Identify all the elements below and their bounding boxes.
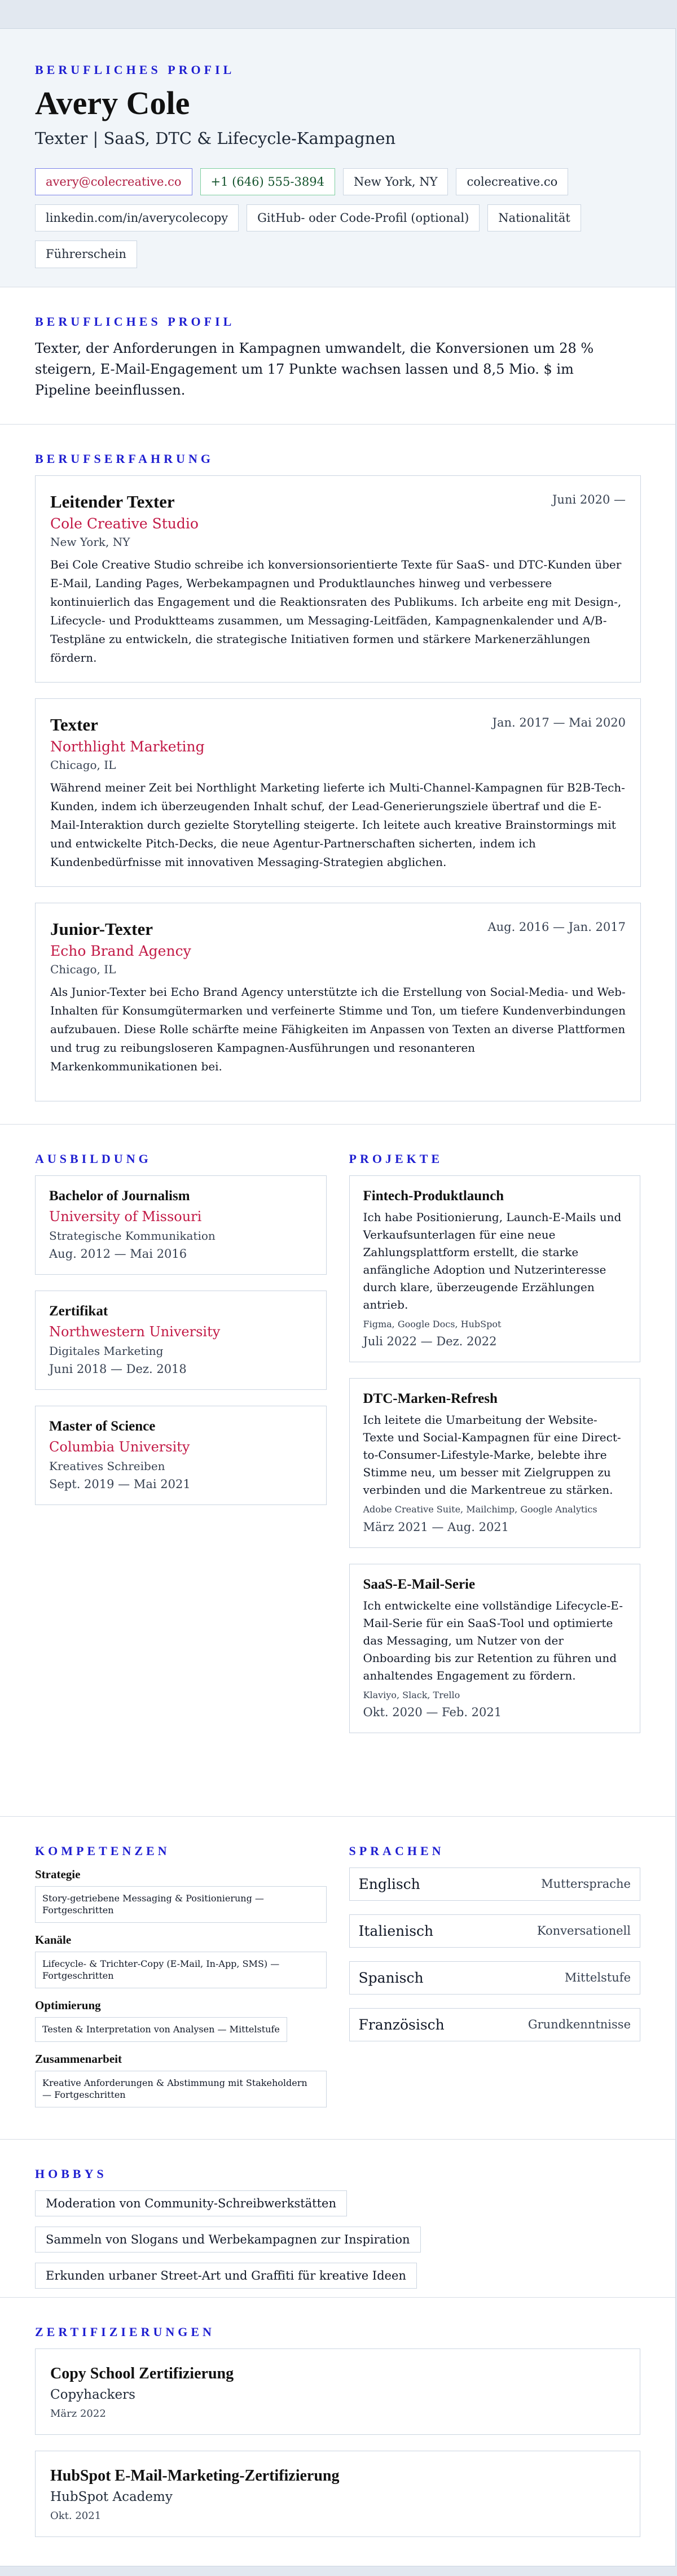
hobby-chip: Erkunden urbaner Street-Art und Graffiti für kreative Ideen [35,2263,417,2289]
job-header [50,712,626,779]
job-title: Leitender Texter [50,491,175,511]
certification-date: März 2022 [50,2407,106,2420]
project-tools: Klaviyo, Slack, Trello [363,1689,460,1700]
education-school: Columbia University [49,1438,190,1455]
project-description: Ich habe Positionierung, Launch-E-Mails und Verkaufsunterlagen für eine neue Zahlungsplattform erstellt, die starke anfängliche Adoption und Nutzerinteresse durch klare, überzeugende Erzählungen antrieb. [363,1210,622,1311]
language-row-4 [349,2008,641,2041]
skill-chip: Kreative Anforderungen & Abstimmung mit Stakeholdern — Fortgeschritten [35,2071,327,2107]
education-degree: Master of Science [49,1418,156,1434]
certification-card-1 [35,2348,640,2435]
project-title: Fintech-Produktlaunch [363,1188,504,1204]
job-description: Als Junior-Texter bei Echo Brand Agency unterstützte ich die Erstellung von Social-Media- und Web-Inhalten für Konsumgütermarken und verfeinerte Stimme und Ton, um tiefere Kundenverbindungen aufzubauen. Diese Rolle schärfte meine Fähigkeiten im Anpassen von Texten an diverse Plattformen und trug zu reibungsloseren Kampagnen-Ausführungen und resonanteren Markenkommunikationen bei. [50,985,626,1073]
certification-date: Okt. 2021 [50,2509,102,2522]
job-description: Während meiner Zeit bei Northlight Marketing lieferte ich Multi-Channel-Kampagnen für B2B-Tech-Kunden, indem ich überzeugenden Inhalt schuf, der Lead-Generierungsziele übertraf und die E-Mail-Interaktion durch gezielte Storytelling steigerte. Ich leitete auch kreative Brainstormings mit und entwickelte Pitch-Decks, die neue Agentur-Partnerschaften sicherten, indem ich Kundenbedürfnisse mit innovativen Messaging-Strategien abglichen. [50,780,625,869]
header-eyebrow: BERUFLICHES PROFIL [35,63,235,77]
project-card-3 [349,1564,641,1734]
education-school: University of Missouri [49,1208,202,1224]
certification-issuer: HubSpot Academy [50,2489,173,2504]
job-card-1 [35,475,641,683]
education-heading: AUSBILDUNG [35,1151,152,1166]
education-field: Kreatives Schreiben [49,1459,165,1473]
education-date: Juni 2018 — Dez. 2018 [49,1362,187,1376]
project-tools: Figma, Google Docs, HubSpot [363,1318,502,1329]
job-location: New York, NY [50,535,130,549]
certification-title: HubSpot E-Mail-Marketing-Zertifizierung [50,2466,340,2485]
language-row-3 [349,1961,641,1995]
language-name: Spanisch [358,1969,424,1986]
job-title: Texter [50,714,98,734]
project-date: Okt. 2020 — Feb. 2021 [363,1705,502,1720]
certification-issuer: Copyhackers [50,2387,135,2402]
skill-chip: Story-getriebene Messaging & Positionierung — Fortgeschritten [35,1886,327,1923]
hobbies-list [35,2190,640,2299]
summary-section [0,287,675,425]
job-company: Echo Brand Agency [50,942,191,959]
language-level: Mittelstufe [564,1971,631,1985]
project-date: März 2021 — Aug. 2021 [363,1520,509,1534]
language-level: Grundkenntnisse [527,2018,631,2032]
job-header [50,917,626,983]
license-chip: Führerschein [35,240,137,268]
skills-group-3 [35,1998,327,2042]
language-name: Französisch [358,2016,445,2033]
linkedin-chip[interactable]: linkedin.com/in/averycolecopy [35,204,239,231]
skills-group-label: Optimierung [35,1998,101,2012]
certifications-heading: ZERTIFIZIERUNGEN [35,2324,215,2339]
project-tools: Adobe Creative Suite, Mailchimp, Google Analytics [363,1504,597,1515]
job-location: Chicago, IL [50,962,116,976]
skills-column [35,1844,327,2118]
experience-heading: BERUFSERFAHRUNG [35,451,214,466]
project-description: Ich entwickelte eine vollständige Lifecycle-E-Mail-Serie für ein SaaS-Tool und optimierte das Messaging, um Nutzer von der Onboarding bis zur Retention zu führen und anhaltendes Engagement zu fördern. [363,1598,623,1682]
nationality-chip: Nationalität [487,204,581,231]
job-title: Junior-Texter [50,919,153,939]
github-chip[interactable]: GitHub- oder Code-Profil (optional) [247,204,480,231]
hobbies-heading: HOBBYS [35,2166,107,2181]
projects-column [349,1152,641,1750]
skills-group-1 [35,1868,327,1923]
experience-section [0,425,675,1125]
skills-group-4 [35,2052,327,2107]
language-level: Konversationell [537,1924,631,1938]
job-company: Northlight Marketing [50,738,205,755]
education-degree: Zertifikat [49,1303,108,1319]
education-projects-section [0,1125,675,1817]
website-chip[interactable]: colecreative.co [456,168,568,195]
language-level: Muttersprache [541,1877,631,1891]
job-date: Aug. 2016 — Jan. 2017 [487,920,626,934]
education-date: Sept. 2019 — Mai 2021 [49,1477,191,1491]
skills-group-2 [35,1933,327,1988]
summary-heading: BERUFLICHES PROFIL [35,314,235,329]
candidate-headline: Texter | SaaS, DTC & Lifecycle-Kampagnen [35,128,396,148]
hobby-chip: Sammeln von Slogans und Werbekampagnen zur Inspiration [35,2227,421,2253]
job-location: Chicago, IL [50,758,116,772]
project-description: Ich leitete die Umarbeitung der Website-Texte und Social-Kampagnen für eine Direct-to-Consumer-Lifestyle-Marke, belebte ihre Stimme neu, um besser mit Zielgruppen zu verbinden und die Markentreue zu stärken. [363,1413,621,1497]
education-projects-columns [35,1152,640,1750]
certification-title: Copy School Zertifizierung [50,2364,234,2382]
project-card-1 [349,1175,641,1363]
skill-chip: Testen & Interpretation von Analysen — Mittelstufe [35,2017,287,2042]
education-date: Aug. 2012 — Mai 2016 [49,1247,187,1261]
education-card-3 [35,1406,327,1505]
projects-heading: PROJEKTE [349,1151,443,1166]
project-card-2 [349,1378,641,1548]
education-column [35,1152,327,1750]
job-date: Jan. 2017 — Mai 2020 [492,715,626,729]
education-degree: Bachelor of Journalism [49,1188,190,1204]
contact-chips [35,168,633,268]
education-card-1 [35,1175,327,1275]
email-chip[interactable]: avery@colecreative.co [35,168,192,195]
skill-chip: Lifecycle- & Trichter-Copy (E-Mail, In-App, SMS) — Fortgeschritten [35,1952,327,1988]
location-chip: New York, NY [343,168,449,195]
job-company: Cole Creative Studio [50,515,199,532]
languages-column [349,1844,641,2118]
education-card-2 [35,1291,327,1390]
education-field: Strategische Kommunikation [49,1228,216,1243]
phone-chip[interactable]: +1 (646) 555-3894 [200,168,335,195]
skills-languages-columns [35,1844,640,2118]
skills-group-label: Kanäle [35,1932,72,1947]
education-field: Digitales Marketing [49,1344,164,1358]
language-row-1 [349,1868,641,1901]
job-header [50,489,626,556]
languages-heading: SPRACHEN [349,1843,445,1858]
job-description: Bei Cole Creative Studio schreibe ich konversionsorientierte Texte für SaaS- und DTC-Kunden über E-Mail, Landing Pages, Werbekampagnen und Produktlaunches hinweg und verbessere kontinuierlich das Engagement und die Reaktionsraten des Publikums. Ich arbeite eng mit Design-, Lifecycle- und Produktteams zusammen, um Messaging-Leitfäden, Kampagnenkalender und A/B-Testpläne zu entwickeln, die strategische Initiativen formen und stärkere Markenerzählungen fördern. [50,557,622,664]
project-date: Juli 2022 — Dez. 2022 [363,1335,497,1349]
certification-card-2 [35,2451,640,2537]
skills-group-label: Zusammenarbeit [35,2052,122,2066]
summary-text: Texter, der Anforderungen in Kampagnen umwandelt, die Konversionen um 28 % steigern, E-Mail-Engagement um 17 Punkte wachsen lassen und 8,5 Mio. $ im Pipeline beeinflussen. [35,340,594,399]
language-row-2 [349,1914,641,1948]
project-title: DTC-Marken-Refresh [363,1391,498,1407]
education-school: Northwestern University [49,1323,221,1340]
resume-sheet [0,28,676,2566]
hobbies-section [0,2140,675,2298]
skills-languages-section [0,1817,675,2140]
hobby-chip: Moderation von Community-Schreibwerkstätten [35,2190,347,2216]
project-title: SaaS-E-Mail-Serie [363,1576,476,1592]
header-section [0,29,675,287]
language-name: Englisch [358,1875,420,1892]
language-name: Italienisch [358,1922,434,1939]
skills-heading: KOMPETENZEN [35,1843,170,1858]
candidate-name: Avery Cole [35,85,190,121]
skills-group-label: Strategie [35,1867,81,1881]
certifications-section [0,2298,675,2566]
job-card-3 [35,903,641,1101]
job-card-2 [35,698,641,887]
job-date: Juni 2020 — [552,492,626,506]
